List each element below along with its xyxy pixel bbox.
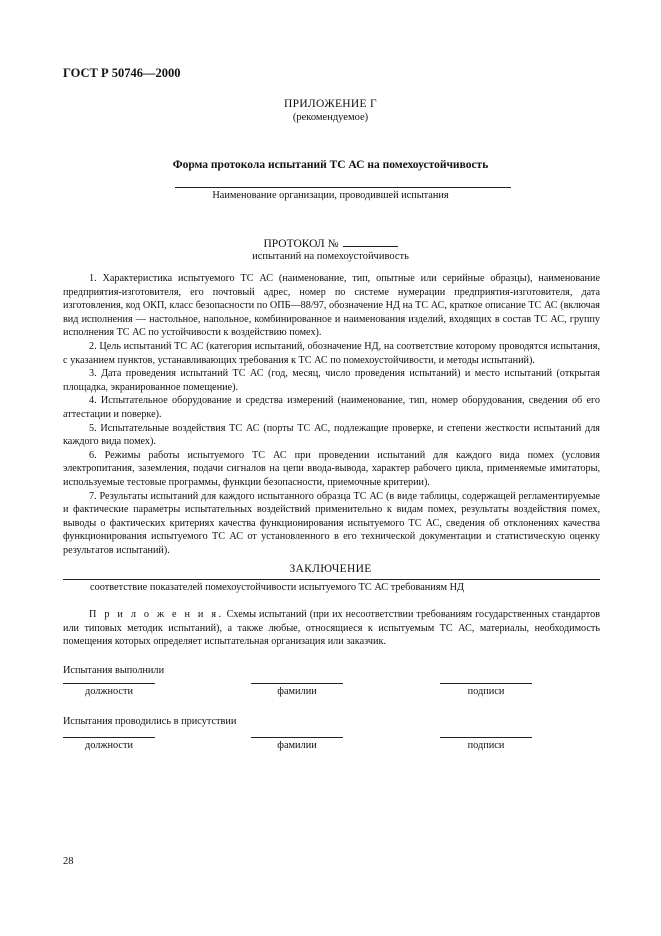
surname-caption: фамилии [277, 740, 317, 751]
appendix-subtitle: (рекомендуемое) [292, 112, 369, 123]
protocol-item: 6. Режимы работы испытуемого ТС АС при проведении испытаний для каждого вида помех (условия электропитания, заземления, подачи сигналов на цепи ввода-вывода, характер рабочего цикла, применяемые имитаторы, используемые тестовые программы, функции безопасности, приемочные критерии). [63, 449, 600, 488]
conclusion-caption: соответствие показателей помехоустойчивости испытуемого ТС АС требованиям НД [90, 582, 465, 593]
protocol-item: 1. Характеристика испытуемого ТС АС (наименование, тип, опытные или серийные образцы), наименование предприятия-изготовителя, его почтовый адрес, номер по системе нумерации предприятия-изготовителя, дата изготовления, код ОКП, класс безопасности по ОПБ—88/97, обозначение НД на ТС АС, краткое описание ТС АС (включая вид исполнения — настольное, напольное, комбинированное и наименования изделий, входящих в состав ТС АС, группу исполнения ТС АС по устойчивости к воздействию помех). [63, 273, 600, 339]
protocol-subtitle: испытаний на помехоустойчивость [252, 251, 409, 262]
protocol-item: 5. Испытательные воздействия ТС АС (порты ТС АС, подлежащие проверке, и степени жесткости испытаний для каждого вида помех). [63, 422, 600, 448]
appendix-title: ПРИЛОЖЕНИЕ Г [284, 98, 377, 110]
protocol-item: 2. Цель испытаний ТС АС (категория испытаний, обозначение НД, на соответствие которому проводятся испытания, с указанием пунктов, устанавливающих требования к ТС АС по помехоустойчивости, и методы испытаний). [63, 340, 600, 366]
signature-caption: подписи [467, 740, 505, 751]
protocol-item: 3. Дата проведения испытаний ТС АС (год, месяц, число проведения испытаний) и место испытаний (открытая площадка, экранированное помещение). [63, 368, 600, 393]
conclusion-title: ЗАКЛЮЧЕНИЕ [289, 563, 372, 575]
presence-label: Испытания проводились в присутствии [63, 716, 237, 727]
appendix-note-text: Схемы испытаний (при их несоответствии требованиям государственных стандартов или типовых методик испытаний), а также любые, относящиеся к испытуемым ТС АС, материалы, необходимость помещения которых определяет испытательная организация или заказчик. [63, 609, 601, 648]
signature-caption: подписи [467, 686, 505, 697]
performed-by-label: Испытания выполнили [63, 665, 165, 676]
position-caption: должности [84, 740, 133, 751]
position-line [63, 737, 155, 738]
appendix-note-lead: П р и л о ж е н и я. [89, 609, 224, 620]
protocol-number-blank [343, 237, 398, 247]
signature-line [440, 683, 532, 684]
surname-caption: фамилии [277, 686, 317, 697]
organization-line [175, 187, 511, 188]
protocol-item: 7. Результаты испытаний для каждого испытанного образца ТС АС (в виде таблицы, содержащей регламентируемые и фактические параметры испытательных воздействий применительно к видам помех, результаты воздействия помех, выводы о фактических критериях качества функционирования испытуемого ТС АС, сведения об отклонениях качества функционирования испытуемого ТС АС от установленного в его технической документации и статистическую оценку результатов испытаний). [63, 490, 600, 556]
page-number: 28 [63, 856, 74, 867]
conclusion-line [63, 579, 600, 580]
position-caption: должности [84, 686, 133, 697]
organization-caption: Наименование организации, проводившей испытания [212, 190, 449, 201]
signature-line [440, 737, 532, 738]
protocol-item: 4. Испытательное оборудование и средства измерений (наименование, тип, номер оборудования, сведения об его аттестации и поверке). [63, 395, 600, 420]
document-header: ГОСТ Р 50746—2000 [63, 66, 181, 80]
surname-line [251, 683, 343, 684]
appendix-note [63, 608, 600, 649]
form-title: Форма протокола испытаний ТС АС на помехоустойчивость [172, 159, 489, 171]
protocol-label: ПРОТОКОЛ № [263, 238, 339, 250]
position-line [63, 683, 155, 684]
protocol-items [63, 272, 600, 557]
surname-line [251, 737, 343, 738]
protocol-heading [0, 237, 661, 250]
